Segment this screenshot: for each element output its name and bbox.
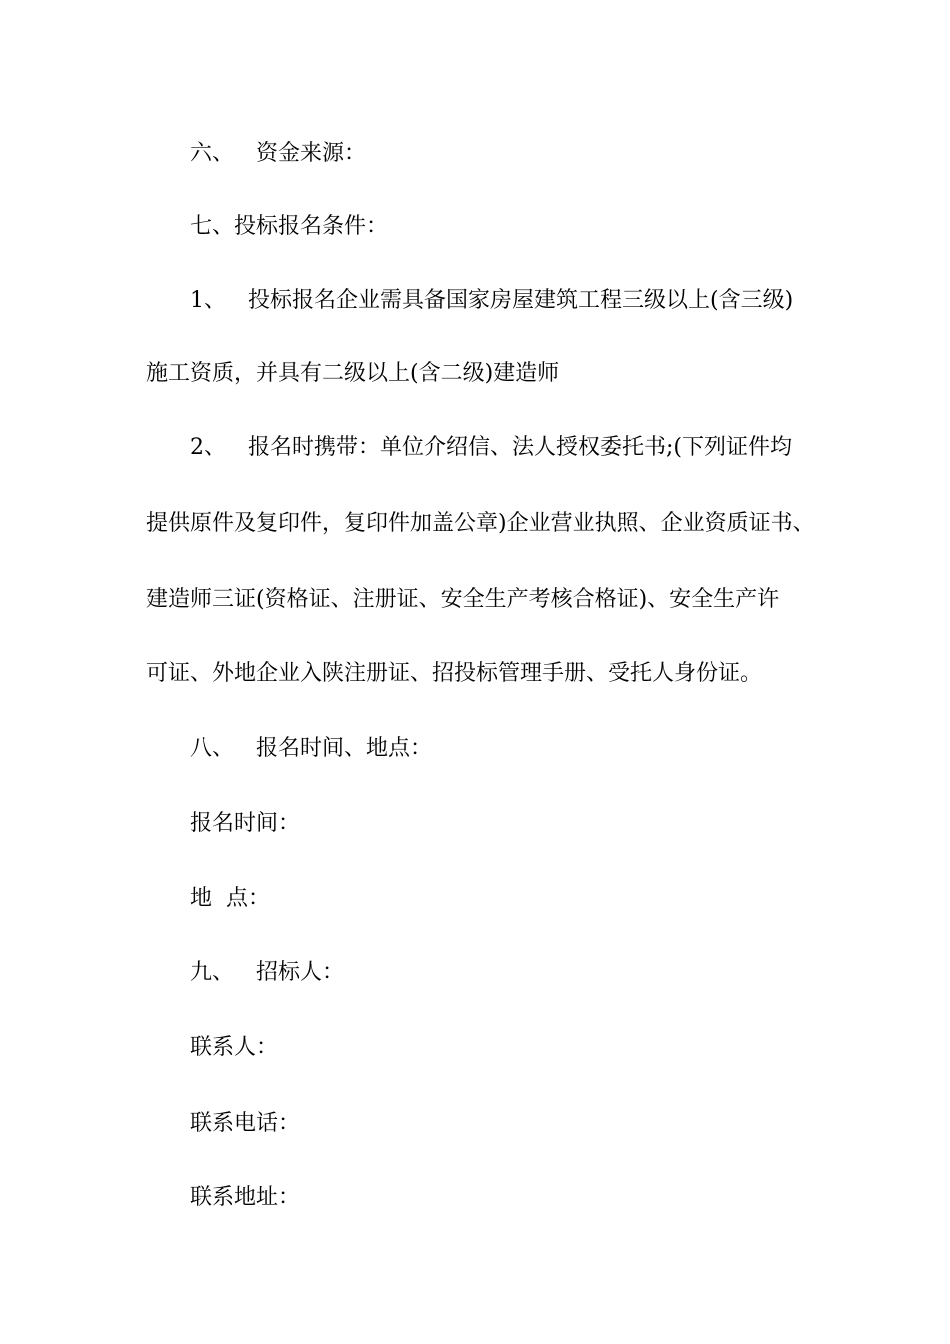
section-number: 八、 (190, 736, 235, 761)
section-number: 六、 (190, 141, 235, 166)
item-number: 2、 (190, 435, 226, 460)
condition-1-line-2 (0, 356, 950, 392)
item-text: 施工资质，并具有二级以上(含二级)建造师 (146, 361, 560, 386)
section-number: 九、 (190, 960, 235, 985)
section-7-bidding-conditions (0, 209, 950, 245)
section-heading: 七、投标报名条件： (190, 214, 389, 239)
section-8-registration-time-place (0, 731, 950, 767)
condition-2-line-1 (0, 430, 950, 466)
item-text: 建造师三证(资格证、注册证、安全生产考核合格证)、安全生产许 (146, 587, 780, 612)
section-text: 招标人： (256, 960, 345, 985)
item-text: 提供原件及复印件，复印件加盖公章)企业营业执照、企业资质证书、 (146, 511, 815, 536)
section-text: 资金来源： (256, 141, 367, 166)
condition-2-line-4 (0, 656, 950, 692)
section-text: 报名时间、地点： (256, 736, 433, 761)
contact-person-label: 联系人： (190, 1035, 279, 1060)
contact-phone-label: 联系电话： (190, 1111, 301, 1136)
item-number: 1、 (190, 288, 226, 313)
item-text: 投标报名企业需具备国家房屋建筑工程三级以上(含三级) (248, 288, 794, 313)
section-6-funding-source (0, 136, 950, 172)
item-text: 可证、外地企业入陕注册证、招投标管理手册、受托人身份证。 (146, 661, 763, 686)
condition-2-line-3 (0, 582, 950, 618)
contact-address-label: 联系地址： (190, 1185, 301, 1210)
registration-time-label: 报名时间： (190, 811, 301, 836)
item-text: 报名时携带：单位介绍信、法人授权委托书;(下列证件均 (248, 435, 792, 460)
condition-2-line-2 (0, 506, 950, 542)
section-9-tenderer (0, 955, 950, 991)
location-label: 地 点： (190, 886, 271, 911)
condition-1-line-1 (0, 283, 950, 319)
